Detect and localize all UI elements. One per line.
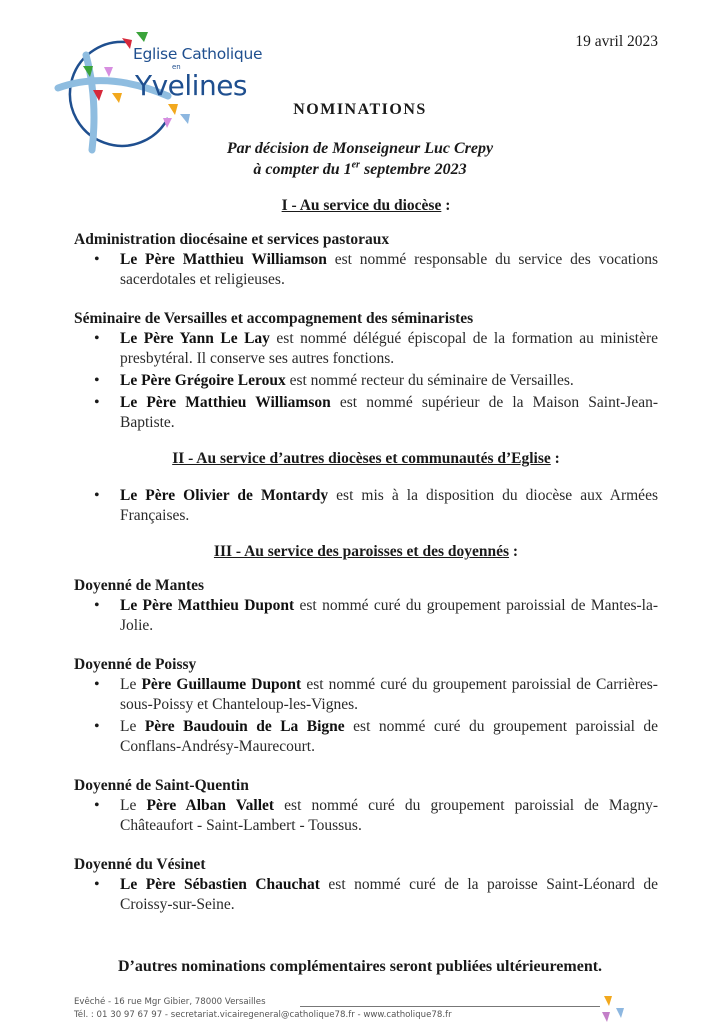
nomination-list <box>74 596 658 636</box>
item-text: est nommé responsable du service des vocations sacerdotales et religieuses. <box>120 251 659 288</box>
decision-line2-sup: er <box>351 159 360 171</box>
nomination-item <box>120 486 658 526</box>
group-title: Doyenné de Mantes <box>74 577 205 594</box>
item-text: est nommé curé du groupement paroissial de Carrières-sous-Poissy et Chanteloup-les-Vignes. <box>120 676 658 713</box>
nomination-item <box>120 596 658 636</box>
decision-block <box>0 138 720 180</box>
person-name: Le Père Grégoire Leroux <box>120 372 286 389</box>
item-text: est nommé curé du groupement paroissial de Conflans-Andrésy-Maurecourt. <box>120 718 658 755</box>
flag-violet <box>104 67 113 77</box>
document-date: 19 avril 2023 <box>575 33 658 50</box>
nomination-item <box>120 875 658 915</box>
item-text: est mis à la disposition du diocèse aux Armées Françaises. <box>120 487 658 524</box>
group-title: Doyenné du Vésinet <box>74 856 206 873</box>
decision-line2 <box>0 159 720 180</box>
nomination-item <box>120 371 658 391</box>
section-colon: : <box>509 543 519 560</box>
logo-text-line2: en <box>172 63 181 71</box>
group-title: Administration diocésaine et services pastoraux <box>74 231 390 248</box>
footer-flags-icon <box>596 994 646 1024</box>
nominations-content <box>74 196 658 917</box>
nomination-item <box>120 796 658 836</box>
logo-text-line1: Eglise Catholique <box>133 45 263 63</box>
nomination-list <box>74 329 658 433</box>
nomination-item <box>120 717 658 757</box>
section-colon: : <box>441 197 451 214</box>
nomination-item <box>120 393 658 433</box>
group-title: Doyenné de Poissy <box>74 656 197 673</box>
decision-line1: Par décision de Monseigneur Luc Crepy <box>226 140 494 157</box>
group-title: Séminaire de Versailles et accompagnement des séminaristes <box>74 310 474 327</box>
item-text: est nommé supérieur de la Maison Saint-Jean-Baptiste. <box>120 394 658 431</box>
person-name: Le Père Yann Le Lay <box>120 330 270 347</box>
person-name: Père Alban Vallet <box>146 797 275 814</box>
item-prefix: Le <box>120 718 145 735</box>
item-prefix: Le <box>120 797 147 814</box>
section-title <box>74 449 658 469</box>
diocese-logo <box>48 30 263 155</box>
document-title: NOMINATIONS <box>293 101 427 118</box>
item-text: est nommé curé du groupement paroissial de Magny-Châteaufort - Saint-Lambert - Toussus. <box>120 797 658 834</box>
item-text: est nommé recteur du séminaire de Versailles. <box>285 372 574 389</box>
item-prefix: Le <box>120 676 142 693</box>
nomination-item <box>120 329 658 369</box>
person-name: Père Guillaume Dupont <box>141 676 302 693</box>
footer <box>74 996 452 1022</box>
section-title <box>74 196 658 216</box>
decision-line2-post: septembre 2023 <box>359 161 467 178</box>
nomination-list <box>74 875 658 915</box>
nomination-list <box>74 796 658 836</box>
person-name: Le Père Matthieu Dupont <box>120 597 295 614</box>
section-title-text: III - Au service des paroisses et des doyennés <box>213 543 510 560</box>
person-name: Le Père Matthieu Williamson <box>120 251 327 268</box>
item-text: est nommé délégué épiscopal de la formation au ministère presbytéral. Il conserve ses autres fonctions. <box>120 330 658 367</box>
nomination-list <box>74 250 658 290</box>
nomination-item <box>120 250 658 290</box>
section-title-text: II - Au service d’autres diocèses et communautés d’Eglise <box>172 450 551 467</box>
nomination-item <box>120 675 658 715</box>
group-title: Doyenné de Saint-Quentin <box>74 777 249 794</box>
closing-note: D’autres nominations complémentaires seront publiées ultérieurement. <box>117 958 603 975</box>
section-colon: : <box>550 450 560 467</box>
person-name: Le Père Matthieu Williamson <box>120 394 331 411</box>
decision-line2-pre: à compter du 1 <box>253 161 352 178</box>
person-name: Père Baudouin de La Bigne <box>144 718 345 735</box>
flag-red <box>122 38 132 49</box>
section-title-text: I - Au service du diocèse <box>281 197 442 214</box>
person-name: Le Père Olivier de Montardy <box>120 487 329 504</box>
item-text: est nommé curé de la paroisse Saint-Léonard de Croissy-sur-Seine. <box>120 876 659 913</box>
flag-green <box>136 32 148 42</box>
logo-text-line3: Yvelines <box>135 69 248 102</box>
nomination-list <box>74 675 658 757</box>
item-text: est nommé curé du groupement paroissial de Mantes-la-Jolie. <box>120 597 658 634</box>
section-title <box>74 542 658 562</box>
footer-divider <box>300 1006 600 1007</box>
footer-contact: Tél. : 01 30 97 67 97 - secretariat.vicairegeneral@catholique78.fr - www.catholique78.fr <box>74 1010 452 1020</box>
person-name: Le Père Sébastien Chauchat <box>120 876 320 893</box>
nomination-list <box>74 486 658 526</box>
footer-address: Evêché - 16 rue Mgr Gibier, 78000 Versailles <box>74 997 266 1007</box>
